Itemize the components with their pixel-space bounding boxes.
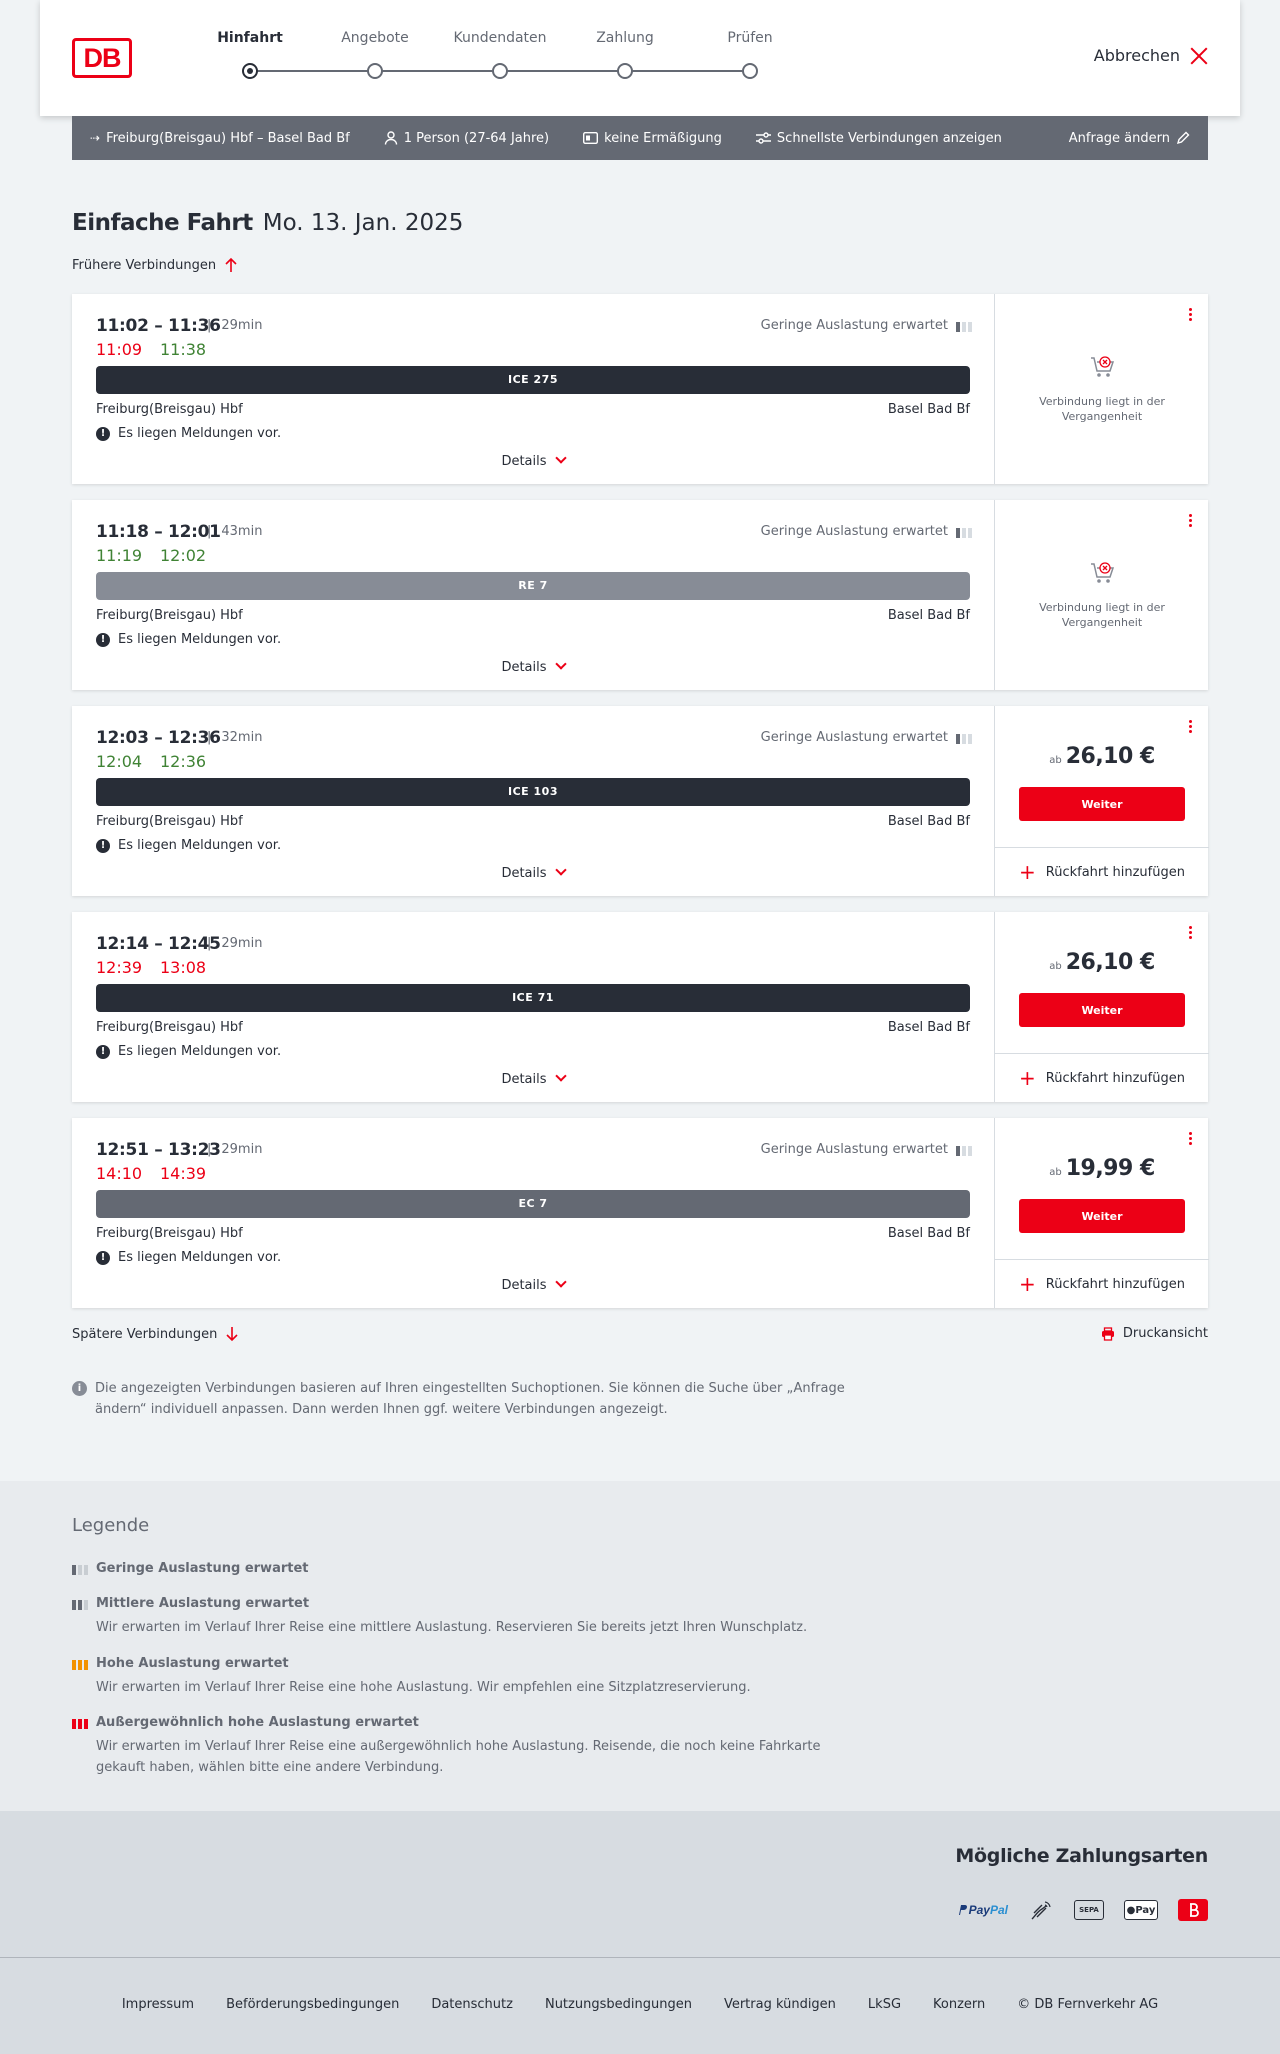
price-box	[995, 912, 1209, 1052]
legend-item-title: Geringe Auslastung erwartet	[96, 1561, 309, 1576]
price	[995, 950, 1209, 975]
message-notice	[96, 1250, 281, 1265]
chevron-down-icon	[555, 1070, 566, 1081]
return-label: Rückfahrt hinzufügen	[1045, 1276, 1185, 1292]
step-label: Hinfahrt	[217, 30, 283, 46]
occupancy-indicator	[761, 1142, 972, 1157]
cancel-label: Abbrechen	[1093, 46, 1180, 65]
discount-text: keine Ermäßigung	[604, 130, 722, 146]
occupancy-text: Geringe Auslastung erwartet	[760, 318, 948, 333]
duration: | 43min	[207, 524, 262, 539]
message-text: Es liegen Meldungen vor.	[118, 838, 282, 853]
step-label: Prüfen	[727, 30, 773, 46]
card-hand-icon	[1028, 1899, 1054, 1921]
message-notice	[96, 1044, 281, 1059]
apple-pay-icon	[1124, 1900, 1158, 1920]
return-label: Rückfahrt hinzufügen	[1045, 864, 1185, 880]
occupancy-text: Geringe Auslastung erwartet	[760, 730, 948, 745]
details-toggle[interactable]	[72, 1072, 994, 1087]
footer-link[interactable]: Konzern	[933, 1997, 986, 2012]
print-view-link[interactable]	[1101, 1326, 1208, 1341]
legend-item-title-row	[72, 1596, 852, 1611]
fastest-toggle[interactable]	[756, 131, 1002, 146]
details-toggle[interactable]	[72, 1278, 994, 1293]
realtime-departure: 14:10	[96, 1164, 143, 1183]
realtime-arrival: 12:02	[160, 546, 207, 565]
details-label: Details	[501, 454, 547, 469]
footer-copyright: © DB Fernverkehr AG	[1017, 1997, 1159, 2012]
step-label: Zahlung	[596, 30, 654, 46]
footer-link[interactable]: Beförderungsbedingungen	[226, 1997, 400, 2012]
scheduled-times: 12:03 – 12:36	[96, 728, 221, 748]
destination-station: Basel Bad Bf	[887, 608, 970, 623]
payment-icons	[957, 1899, 1208, 1921]
price-value: 19,99 €	[1065, 1156, 1155, 1181]
legend-item	[72, 1715, 852, 1778]
origin-station: Freiburg(Breisgau) Hbf	[96, 1020, 243, 1035]
connection-details[interactable]	[72, 706, 994, 896]
passenger-summary	[384, 131, 549, 146]
destination-station: Basel Bad Bf	[887, 402, 970, 417]
step-pruefen	[680, 30, 820, 54]
realtime-arrival: 11:38	[160, 340, 207, 359]
duration: | 32min	[207, 730, 262, 745]
legend-item-title: Mittlere Auslastung erwartet	[96, 1596, 310, 1611]
add-return-trip-button[interactable]	[995, 1259, 1209, 1308]
arrow-right-icon: ⇢	[90, 131, 101, 145]
close-icon	[1190, 47, 1208, 65]
realtime-departure: 11:19	[96, 546, 143, 565]
price-box	[995, 706, 1209, 846]
price	[995, 744, 1209, 769]
offer-panel	[994, 1118, 1208, 1308]
train-segment: ICE 103	[96, 778, 970, 806]
info-icon: i	[72, 1381, 87, 1396]
bahncard-icon	[583, 132, 598, 144]
db-pay-glyph-icon	[1186, 1902, 1200, 1918]
apple-glyph-icon: ●	[1126, 1904, 1136, 1916]
details-label: Details	[501, 660, 547, 675]
step-hinfahrt	[180, 30, 320, 54]
alert-icon: !	[96, 839, 110, 853]
occupancy-low-icon	[956, 526, 972, 538]
trip-type: Einfache Fahrt	[72, 210, 253, 236]
legend-item	[72, 1561, 852, 1576]
message-notice	[96, 426, 281, 441]
connection-details[interactable]	[72, 294, 994, 484]
sepa-icon	[1074, 1900, 1104, 1920]
return-label: Rückfahrt hinzufügen	[1045, 1070, 1185, 1086]
occupancy-level-icon	[72, 1658, 88, 1670]
passenger-text: 1 Person (27-64 Jahre)	[403, 130, 550, 146]
applepay-text: Pay	[1135, 1904, 1156, 1916]
connection-card	[72, 500, 1208, 690]
offer-panel	[994, 706, 1208, 896]
message-text: Es liegen Meldungen vor.	[118, 426, 282, 441]
step-dot	[742, 63, 758, 79]
realtime-departure: 11:09	[96, 340, 143, 359]
chevron-down-icon	[555, 452, 566, 463]
occupancy-level-icon	[72, 1563, 88, 1575]
db-logo[interactable]: DB	[72, 38, 132, 78]
train-segment: EC 7	[96, 1190, 970, 1218]
step-zahlung	[555, 30, 695, 54]
details-label: Details	[501, 1278, 547, 1293]
occupancy-level-icon	[72, 1717, 88, 1729]
search-summary-bar	[72, 116, 1208, 160]
details-toggle[interactable]	[72, 660, 994, 675]
change-text: Anfrage ändern	[1068, 130, 1170, 146]
connection-card	[72, 706, 1208, 896]
details-label: Details	[501, 866, 547, 881]
db-payment-icon	[1178, 1899, 1208, 1921]
chevron-down-icon	[555, 864, 566, 875]
header	[40, 0, 1240, 116]
plus-icon: +	[1019, 860, 1036, 884]
footer-link[interactable]: Nutzungsbedingungen	[544, 1997, 692, 2012]
step-label: Kundendaten	[453, 30, 547, 46]
cart-unavailable-icon	[1089, 354, 1115, 380]
offer-panel	[994, 912, 1208, 1102]
price	[995, 1156, 1209, 1181]
realtime-departure: 12:39	[96, 958, 143, 977]
paypal-text-a: Pay	[968, 1903, 990, 1917]
info-note	[72, 1378, 852, 1420]
sepa-text: SEPA	[1079, 1906, 1099, 1914]
connection-card	[72, 1118, 1208, 1308]
step-angebote	[305, 30, 445, 54]
duration: | 29min	[207, 1142, 262, 1157]
alert-icon: !	[96, 1251, 110, 1265]
occupancy-text: Geringe Auslastung erwartet	[760, 1142, 948, 1157]
arrow-up-icon	[224, 257, 238, 273]
occupancy-text: Geringe Auslastung erwartet	[760, 524, 948, 539]
step-kundendaten	[430, 30, 570, 54]
page-title	[72, 210, 463, 236]
message-notice	[96, 838, 281, 853]
train-segment: RE 7	[96, 572, 970, 600]
earlier-connections-link[interactable]	[72, 257, 238, 273]
occupancy-indicator	[761, 318, 972, 333]
connection-details[interactable]	[72, 1118, 994, 1308]
step-dot	[367, 63, 383, 79]
footer	[0, 1957, 1280, 2054]
alert-icon: !	[96, 633, 110, 647]
filter-icon	[756, 132, 771, 144]
duration: | 29min	[207, 318, 262, 333]
destination-station: Basel Bad Bf	[887, 1020, 970, 1035]
footer-link[interactable]: Vertrag kündigen	[723, 1997, 836, 2012]
add-return-trip-button[interactable]	[995, 847, 1209, 896]
plus-icon: +	[1019, 1272, 1036, 1296]
past-connection-notice	[995, 354, 1209, 424]
payment-title: Mögliche Zahlungsarten	[955, 1845, 1208, 1867]
change-request-button[interactable]	[1069, 131, 1190, 146]
paypal-text-b: Pal	[989, 1903, 1008, 1917]
destination-station: Basel Bad Bf	[887, 814, 970, 829]
scheduled-times: 12:51 – 13:23	[96, 1140, 221, 1160]
train-segment: ICE 275	[96, 366, 970, 394]
footer-link[interactable]: LkSG	[867, 1997, 902, 2012]
duration: | 29min	[207, 936, 262, 951]
occupancy-indicator	[761, 730, 972, 745]
step-label: Angebote	[341, 30, 409, 46]
details-label: Details	[501, 1072, 547, 1087]
print-label: Druckansicht	[1122, 1326, 1208, 1341]
occupancy-low-icon	[956, 732, 972, 744]
legend-item-desc: Wir erwarten im Verlauf Ihrer Reise eine mittlere Auslastung. Reservieren Sie bereits jetzt Ihren Wunschplatz.	[96, 1620, 808, 1635]
scheduled-times: 12:14 – 12:45	[96, 934, 221, 954]
past-text: Verbindung liegt in der Vergangenheit	[1039, 601, 1165, 629]
details-toggle[interactable]	[72, 454, 994, 469]
route-summary	[90, 131, 350, 146]
legend-item-desc: Wir erwarten im Verlauf Ihrer Reise eine hohe Auslastung. Wir empfehlen eine Sitzplatzreservierung.	[96, 1680, 751, 1695]
continue-button[interactable]: Weiter	[1019, 1199, 1185, 1233]
price-prefix: ab	[1049, 1167, 1062, 1178]
scheduled-times: 11:18 – 12:01	[96, 522, 221, 542]
footer-link[interactable]: Impressum	[121, 1997, 195, 2012]
cancel-button[interactable]	[1094, 46, 1208, 65]
occupancy-level-icon	[72, 1598, 88, 1610]
message-text: Es liegen Meldungen vor.	[118, 1250, 282, 1265]
payment-methods-section	[0, 1811, 1280, 1957]
realtime-arrival: 14:39	[160, 1164, 207, 1183]
message-notice	[96, 632, 281, 647]
route-text: Freiburg(Breisgau) Hbf – Basel Bad Bf	[106, 130, 350, 146]
more-options-icon[interactable]	[1189, 308, 1192, 321]
price-box	[995, 1118, 1209, 1258]
continue-button[interactable]: Weiter	[1019, 993, 1185, 1027]
alert-icon: !	[96, 1045, 110, 1059]
legend-title: Legende	[72, 1515, 150, 1536]
earlier-label: Frühere Verbindungen	[72, 257, 217, 273]
occupancy-low-icon	[956, 320, 972, 332]
legend-item	[72, 1656, 852, 1698]
alert-icon: !	[96, 427, 110, 441]
person-icon	[384, 131, 398, 145]
past-connection-notice	[995, 560, 1209, 630]
more-options-icon[interactable]	[1189, 514, 1192, 527]
paypal-icon	[957, 1899, 1008, 1921]
step-current-dot	[242, 63, 258, 79]
occupancy-indicator	[761, 524, 972, 539]
step-dot	[617, 63, 633, 79]
credit-card-contactless-icon	[1028, 1899, 1054, 1921]
pencil-icon	[1176, 131, 1190, 145]
plus-icon: +	[1019, 1066, 1036, 1090]
price-value: 26,10 €	[1065, 744, 1155, 769]
offer-panel	[994, 500, 1208, 690]
footer-link[interactable]: Datenschutz	[431, 1997, 513, 2012]
connection-card	[72, 294, 1208, 484]
legend-item-title-row	[72, 1715, 852, 1730]
realtime-departure: 12:04	[96, 752, 143, 771]
connection-card	[72, 912, 1208, 1102]
legend-item-title: Außergewöhnlich hohe Auslastung erwartet	[96, 1715, 419, 1730]
legend-item-desc: Wir erwarten im Verlauf Ihrer Reise eine außergewöhnlich hohe Auslastung. Reisende, die noch keine Fahrkarte gekauft haben, wählen bitte eine andere Verbindung.	[96, 1739, 821, 1775]
legend-item-title-row	[72, 1656, 852, 1671]
price-value: 26,10 €	[1065, 950, 1155, 975]
origin-station: Freiburg(Breisgau) Hbf	[96, 1226, 243, 1241]
legend-item-title: Hohe Auslastung erwartet	[96, 1656, 289, 1671]
message-text: Es liegen Meldungen vor.	[118, 1044, 282, 1059]
paypal-p-icon	[957, 1904, 967, 1916]
arrow-down-icon	[225, 1326, 239, 1342]
trip-date: Mo. 13. Jan. 2025	[262, 210, 464, 236]
price-prefix: ab	[1049, 961, 1062, 972]
connection-details[interactable]	[72, 912, 994, 1102]
train-segment: ICE 71	[96, 984, 970, 1012]
connection-details[interactable]	[72, 500, 994, 690]
fastest-text: Schnellste Verbindungen anzeigen	[776, 130, 1002, 146]
progress-steps	[180, 30, 800, 90]
scheduled-times: 11:02 – 11:36	[96, 316, 221, 336]
destination-station: Basel Bad Bf	[887, 1226, 970, 1241]
realtime-arrival: 12:36	[160, 752, 207, 771]
later-label: Spätere Verbindungen	[72, 1326, 218, 1342]
chevron-down-icon	[555, 1276, 566, 1287]
printer-icon	[1101, 1327, 1115, 1341]
step-dot	[492, 63, 508, 79]
price-prefix: ab	[1049, 755, 1062, 766]
discount-summary	[583, 131, 722, 146]
info-text: Die angezeigten Verbindungen basieren auf Ihren eingestellten Suchoptionen. Sie können die Suche über „Anfrage ändern“ individuell anpassen. Dann werden Ihnen ggf. weitere Verbindungen angezeigt.	[95, 1381, 845, 1417]
legend-section	[0, 1481, 1280, 1811]
add-return-trip-button[interactable]	[995, 1053, 1209, 1102]
later-connections-link[interactable]	[72, 1326, 239, 1342]
offer-panel	[994, 294, 1208, 484]
origin-station: Freiburg(Breisgau) Hbf	[96, 608, 243, 623]
details-toggle[interactable]	[72, 866, 994, 881]
legend-item-title-row	[72, 1561, 852, 1576]
occupancy-low-icon	[956, 1144, 972, 1156]
cart-unavailable-icon	[1089, 560, 1115, 586]
message-text: Es liegen Meldungen vor.	[118, 632, 282, 647]
legend-item	[72, 1596, 852, 1638]
chevron-down-icon	[555, 658, 566, 669]
realtime-arrival: 13:08	[160, 958, 207, 977]
origin-station: Freiburg(Breisgau) Hbf	[96, 814, 243, 829]
footer-links	[0, 1997, 1280, 2012]
past-text: Verbindung liegt in der Vergangenheit	[1039, 395, 1165, 423]
origin-station: Freiburg(Breisgau) Hbf	[96, 402, 243, 417]
continue-button[interactable]: Weiter	[1019, 787, 1185, 821]
